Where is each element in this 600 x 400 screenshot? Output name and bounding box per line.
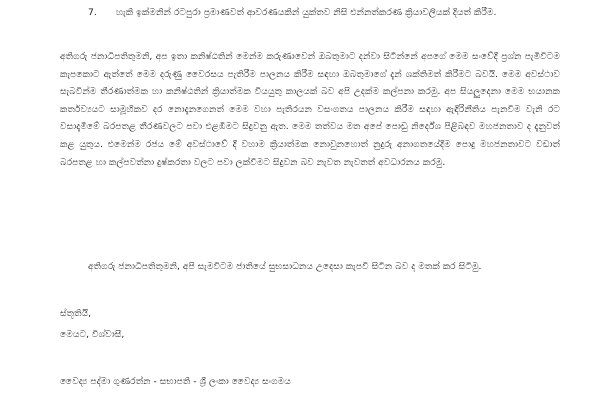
sign-off-line: මෙයට, විශ්වාසී, [60,329,125,340]
item-number: 7. [88,7,97,18]
numbered-item [88,4,558,22]
main-paragraph: අතිගරු ජනාධිපතිතුමනි, අප ඉතා කනිෂ්ඨතින් මෙන්ම කරුණාවෙන් ඔබතුමාට දන්වා සිටින්නේ අපගේ මෙම සංවේදී ප්‍රශ්න පැමිවිටම කැපකොට ඇත්තේ මෙම දරුණු වෛරසය පැතිරීම පාලනය කිරීම සඳහා ඔබතුමාගේ දැන් ශක්තිමත් කිරීමට බවයි. මෙම අවස්ථාව සැබවින්ම තීරණාත්මක හා කනිෂ්ඨතින් ක්‍රියාත්මක වියයුතු කාලයක් බව අපි උදක්ම කල්පනා කරමු. අප සියලුදෙනා මෙම භයානක කර්තව්‍යයට සාමූහිකව දර නොදැනගෙනත් මෙම වහා පැතිරයන වසංගතය පාලනය කිරීම සඳහා ඇඳිරිනීතිය පැනවීම වැනි රට වසාදැමීමේ බරපතළ තීරණවලට පවා එළඹීමට සිදුවනු ඇත. මෙම තත්වය මත අපේ පොඩු නිර්දේශ පිළිබඳව මහජනතාව ද දැනුවත් කළ යුතුය. එමෙන්ම රජය මේ අවස්ථාවේ දී වහාම ක්‍රියාත්මක නොවුනහොත් නුදුරු අනාගතයේදීම පොදු මහජනතාවට වඩාත් බරපතළ හා කල්පවත්නා දුෂ්කරතා වලට පවා ලක්වීමට සිදුවන බව නැවත නැවතත් අවධාරනය කරමු. [60,51,560,168]
thanks-line: ස්තූතියි, [60,308,92,319]
item-text: හැකි ඉක්මනින් රටපුරා ප්‍රමාණවත් ආවරණයකින් යුක්තව නිසි එන්නත්කරණ ක්‍රියාවලියක් දියත් කිරීම. [116,7,497,18]
signature-footer: වෛද්‍ය පද්මා ගුණරත්න - සභාපති - ශ්‍රී ලංකා වෛද්‍ය සංගමය [60,376,291,387]
closing-paragraph: අතිගරු ජනාධිපතිතුමනි, අපි සැමවිටම ජාතියේ සුභසාධනය උදෙසා කැපවී සිටින බව ද මතක් කර සිටිමු. [88,261,482,272]
